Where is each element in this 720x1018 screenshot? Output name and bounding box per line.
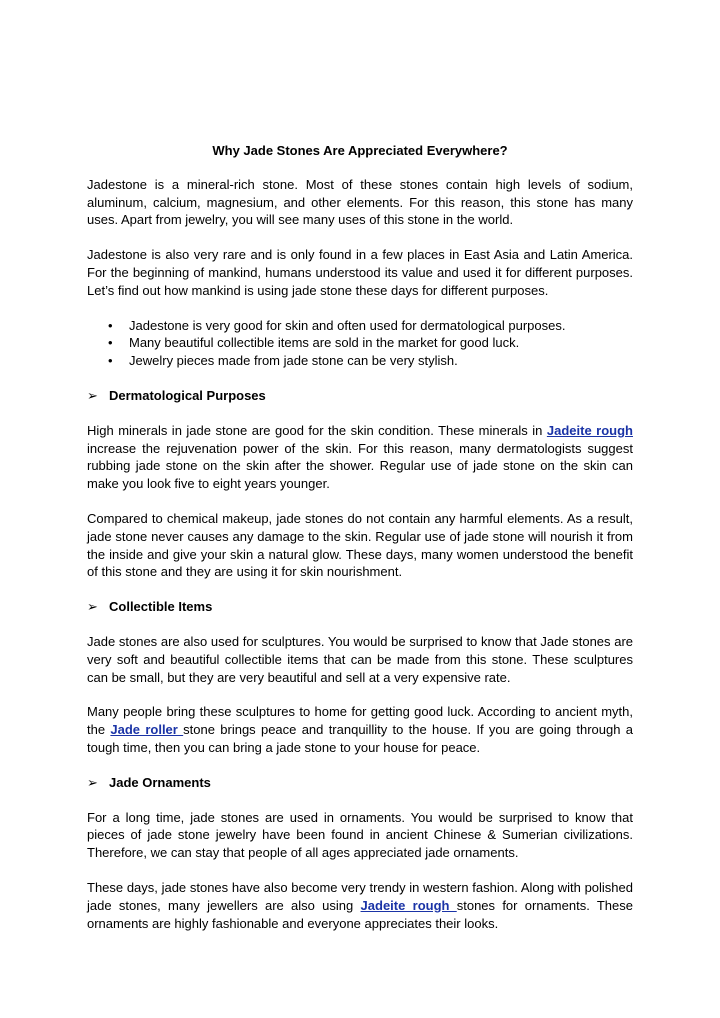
paragraph-text: increase the rejuvenation power of the skin. For this reason, many dermatologists suggest rubbing jade stone on the skin after the shower. Regular use of jade stone on the skin can make you look five to eight years younger. xyxy=(87,440,633,492)
ornaments-paragraph-1: For a long time, jade stones are used in ornaments. You would be surprised to know that pieces of jade stone jewelry have been found in ancient Chinese & Sumerian civilizations. Therefore, we can stay that people of all ages appreciated jade ornaments. xyxy=(87,809,633,861)
list-item xyxy=(87,317,633,335)
intro-paragraph-1: Jadestone is a mineral-rich stone. Most of these stones contain high levels of sodium, aluminum, calcium, magnesium, and other elements. For this reason, this stone has many uses. Apart from jewelry, you will see many uses of this stone in the world. xyxy=(87,176,633,228)
dermatological-paragraph-2: Compared to chemical makeup, jade stones do not contain any harmful elements. As a result, jade stone never causes any damage to the skin. Regular use of jade stone will nourish it from the inside and give your skin a natural glow. These days, many women understood the benefit of this stone and they are using it for skin nourishment. xyxy=(87,510,633,580)
bullet-icon: • xyxy=(108,317,113,333)
section-heading-text: Collectible Items xyxy=(109,599,213,615)
jade-roller-link[interactable]: Jade roller xyxy=(110,722,184,738)
paragraph-text: High minerals in jade stone are good for the skin condition. These minerals in xyxy=(87,422,547,438)
section-heading-text: Jade Ornaments xyxy=(109,774,211,790)
list-item-text: Jewelry pieces made from jade stone can be very stylish. xyxy=(129,353,458,369)
bullet-icon: • xyxy=(108,335,113,351)
list-item xyxy=(87,352,633,370)
paragraph-text: stone brings peace and tranquillity to the house. If you are going through a tough time, then you can bring a jade stone to your house for peace. xyxy=(87,722,634,755)
section-heading-dermatological xyxy=(87,387,633,405)
paragraph-text: Many people bring these sculptures to home for getting good luck. According to ancient myth, the xyxy=(87,704,633,738)
document-body xyxy=(87,142,633,949)
section-heading-ornaments xyxy=(87,774,633,792)
list-item-text: Jadestone is very good for skin and often used for dermatological purposes. xyxy=(129,317,566,333)
arrow-bullet-icon: ➢ xyxy=(87,774,98,790)
bullet-list xyxy=(87,317,633,370)
document-title: Why Jade Stones Are Appreciated Everywhere? xyxy=(212,143,508,158)
arrow-bullet-icon: ➢ xyxy=(87,599,98,615)
arrow-bullet-icon: ➢ xyxy=(87,387,98,403)
bullet-icon: • xyxy=(108,353,113,369)
jadeite-rough-link[interactable]: Jadeite rough xyxy=(546,422,633,438)
paragraph-text: These days, jade stones have also become very trendy in western fashion. Along with polished jade stones, many jewellers are also using xyxy=(87,879,633,913)
collectible-paragraph-2 xyxy=(87,703,633,756)
collectible-paragraph-1: Jade stones are also used for sculptures. You would be surprised to know that Jade stones are very soft and beautiful collectible items that can be made from this stone. These sculptures can be small, but they are very beautiful and sell at a very expensive rate. xyxy=(87,633,633,685)
paragraph-text: stones for ornaments. These ornaments are highly fashionable and everyone appreciates their looks. xyxy=(87,897,633,931)
list-item-text: Many beautiful collectible items are sold in the market for good luck. xyxy=(129,335,520,351)
intro-paragraph-2: Jadestone is also very rare and is only found in a few places in East Asia and Latin America. For the beginning of mankind, humans understood its value and used it for different purposes. Let’s find out how mankind is using jade stone these days for different purposes. xyxy=(87,247,633,298)
ornaments-paragraph-2 xyxy=(87,879,633,932)
section-heading-text: Dermatological Purposes xyxy=(109,387,266,403)
list-item xyxy=(87,334,633,352)
section-heading-collectible xyxy=(87,598,633,616)
dermatological-paragraph-1 xyxy=(87,422,633,493)
jadeite-rough-link-2[interactable]: Jadeite rough xyxy=(360,897,457,913)
